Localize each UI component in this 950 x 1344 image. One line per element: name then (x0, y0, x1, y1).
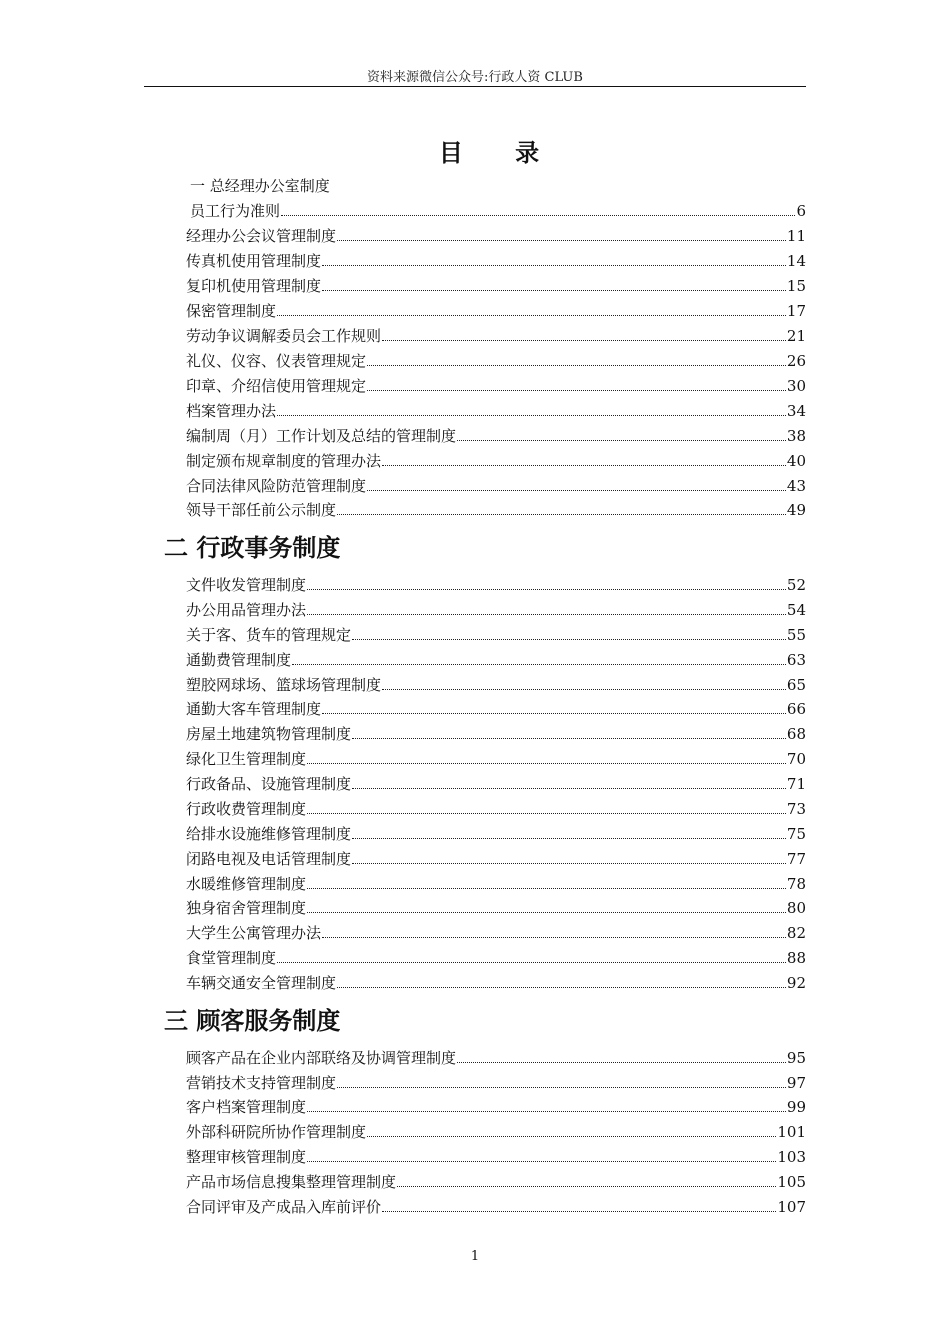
toc-entry-label: 制定颁布规章制度的管理办法 (186, 452, 382, 470)
dot-leader (397, 1186, 776, 1187)
toc-entry[interactable] (186, 699, 806, 719)
dot-leader (457, 1062, 786, 1063)
toc-entry-page: 97 (786, 1074, 806, 1092)
toc-entry-page: 82 (786, 924, 806, 942)
toc-entry-label: 合同评审及产成品入库前评价 (186, 1198, 382, 1216)
toc-entry-page: 52 (786, 576, 806, 594)
toc-entry-label: 营销技术支持管理制度 (186, 1074, 337, 1092)
dot-leader (352, 639, 786, 640)
dot-leader (352, 838, 786, 839)
toc-entry[interactable] (186, 874, 806, 894)
toc-entry-label: 办公用品管理办法 (186, 601, 307, 619)
dot-leader (382, 465, 786, 466)
toc-entry-label: 产品市场信息搜集整理管理制度 (186, 1173, 397, 1191)
toc-entry-page: 77 (786, 850, 806, 868)
dot-leader (277, 315, 786, 316)
dot-leader (382, 1211, 776, 1212)
toc-entry[interactable] (186, 575, 806, 595)
toc-entry-page: 17 (786, 302, 806, 320)
toc-entry[interactable] (186, 301, 806, 321)
toc-entry-label: 给排水设施维修管理制度 (186, 825, 352, 843)
toc-entry[interactable] (186, 923, 806, 943)
toc-entry-label: 编制周（月）工作计划及总结的管理制度 (186, 427, 457, 445)
toc-entry[interactable] (186, 824, 806, 844)
toc-entry-page: 71 (786, 775, 806, 793)
toc-entry[interactable] (186, 625, 806, 645)
toc-entry-label: 独身宿舍管理制度 (186, 899, 307, 917)
toc-entry[interactable] (186, 799, 806, 819)
toc-entry-label: 行政收费管理制度 (186, 800, 307, 818)
toc-entry-page: 95 (786, 1049, 806, 1067)
toc-entry-page: 99 (786, 1098, 806, 1116)
dot-leader (367, 390, 786, 391)
toc-entry-page: 34 (786, 402, 806, 420)
section-heading-customer-service: 三 顾客服务制度 (164, 1006, 341, 1035)
page-header: 资料来源微信公众号:行政人资 CLUB (367, 70, 583, 85)
toc-entry-label: 通勤大客车管理制度 (186, 700, 322, 718)
toc-entry[interactable] (186, 251, 806, 271)
toc-entry-label: 复印机使用管理制度 (186, 277, 322, 295)
toc-entry-label: 领导干部任前公示制度 (186, 501, 337, 519)
toc-entry-label: 绿化卫生管理制度 (186, 750, 307, 768)
toc-entry-page: 68 (786, 725, 806, 743)
dot-leader (352, 738, 786, 739)
toc-entry[interactable] (186, 1197, 806, 1217)
section-heading-admin-affairs: 二 行政事务制度 (164, 533, 341, 562)
dot-leader (337, 1087, 786, 1088)
dot-leader (277, 415, 786, 416)
toc-entry[interactable] (186, 948, 806, 968)
dot-leader (307, 813, 786, 814)
toc-title: 目 录 (438, 138, 562, 167)
dot-leader (307, 763, 786, 764)
toc-entry-page: 49 (786, 501, 806, 519)
toc-entry[interactable] (186, 774, 806, 794)
toc-entry-label: 房屋土地建筑物管理制度 (186, 725, 352, 743)
section-heading-general-office: 一 总经理办公室制度 (190, 177, 330, 195)
toc-entry[interactable] (186, 1097, 806, 1117)
dot-leader (367, 365, 786, 366)
toc-entry[interactable] (186, 749, 806, 769)
toc-entry-page: 75 (786, 825, 806, 843)
toc-entry-page: 15 (786, 277, 806, 295)
dot-leader (307, 614, 786, 615)
toc-entry-label: 档案管理办法 (186, 402, 277, 420)
toc-entry-label: 劳动争议调解委员会工作规则 (186, 327, 382, 345)
toc-entry-label: 文件收发管理制度 (186, 576, 307, 594)
header-rule (144, 86, 806, 87)
toc-entry[interactable] (186, 650, 806, 670)
toc-entry[interactable] (186, 351, 806, 371)
toc-entry-label: 行政备品、设施管理制度 (186, 775, 352, 793)
dot-leader (322, 290, 786, 291)
toc-entry[interactable] (186, 401, 806, 421)
toc-entry-page: 11 (786, 227, 806, 245)
toc-entry-page: 40 (786, 452, 806, 470)
toc-entry[interactable] (186, 376, 806, 396)
toc-entry-page: 92 (786, 974, 806, 992)
dot-leader (382, 340, 786, 341)
dot-leader (367, 1136, 776, 1137)
dot-leader (307, 1111, 786, 1112)
toc-entry-label: 水暖维修管理制度 (186, 875, 307, 893)
dot-leader (307, 912, 786, 913)
toc-entry[interactable] (186, 849, 806, 869)
toc-entry-page: 30 (786, 377, 806, 395)
dot-leader (322, 265, 786, 266)
toc-entry[interactable] (186, 426, 806, 446)
dot-leader (457, 440, 786, 441)
toc-entry-label: 塑胶网球场、篮球场管理制度 (186, 676, 382, 694)
toc-entry[interactable] (186, 973, 806, 993)
toc-entry[interactable] (186, 476, 806, 496)
dot-leader (307, 888, 786, 889)
toc-entry-label: 经理办公会议管理制度 (186, 227, 337, 245)
toc-entry-label: 客户档案管理制度 (186, 1098, 307, 1116)
dot-leader (352, 863, 786, 864)
dot-leader (337, 514, 786, 515)
toc-entry[interactable] (186, 1172, 806, 1192)
toc-entry[interactable] (186, 326, 806, 346)
page-number: 1 (470, 1249, 480, 1264)
toc-entry-page: 73 (786, 800, 806, 818)
toc-entry-page: 63 (786, 651, 806, 669)
toc-entry-page: 88 (786, 949, 806, 967)
dot-leader (337, 240, 786, 241)
toc-entry[interactable] (186, 724, 806, 744)
toc-entry[interactable] (190, 201, 806, 221)
toc-entry-page: 6 (796, 202, 806, 220)
dot-leader (277, 962, 786, 963)
toc-entry-page: 38 (786, 427, 806, 445)
toc-entry-page: 101 (777, 1123, 806, 1141)
dot-leader (382, 689, 786, 690)
dot-leader (337, 987, 786, 988)
toc-entry[interactable] (186, 276, 806, 296)
toc-entry-page: 43 (786, 477, 806, 495)
toc-entry-page: 78 (786, 875, 806, 893)
toc-entry-label: 合同法律风险防范管理制度 (186, 477, 367, 495)
toc-entry-page: 105 (777, 1173, 806, 1191)
toc-entry-label: 关于客、货车的管理规定 (186, 626, 352, 644)
toc-entry[interactable] (186, 226, 806, 246)
toc-entry[interactable] (186, 898, 806, 918)
toc-entry-label: 印章、介绍信使用管理规定 (186, 377, 367, 395)
toc-entry-label: 传真机使用管理制度 (186, 252, 322, 270)
toc-entry-page: 54 (786, 601, 806, 619)
toc-entry[interactable] (186, 451, 806, 471)
toc-entry[interactable] (186, 1147, 806, 1167)
toc-entry-page: 65 (786, 676, 806, 694)
toc-entry-page: 80 (786, 899, 806, 917)
toc-entry-page: 103 (777, 1148, 806, 1166)
toc-entry-page: 66 (786, 700, 806, 718)
dot-leader (367, 490, 786, 491)
toc-entry-label: 整理审核管理制度 (186, 1148, 307, 1166)
toc-entry[interactable] (186, 1122, 806, 1142)
toc-entry[interactable] (186, 600, 806, 620)
dot-leader (281, 215, 795, 216)
toc-entry[interactable] (186, 500, 806, 520)
toc-entry-page: 14 (786, 252, 806, 270)
toc-entry-label: 礼仪、仪容、仪表管理规定 (186, 352, 367, 370)
dot-leader (352, 788, 786, 789)
toc-entry-page: 70 (786, 750, 806, 768)
toc-entry-page: 21 (786, 327, 806, 345)
toc-entry-label: 保密管理制度 (186, 302, 277, 320)
dot-leader (322, 937, 786, 938)
dot-leader (322, 713, 786, 714)
toc-entry-label: 顾客产品在企业内部联络及协调管理制度 (186, 1049, 457, 1067)
toc-entry-label: 食堂管理制度 (186, 949, 277, 967)
dot-leader (307, 589, 786, 590)
toc-entry[interactable] (186, 1048, 806, 1068)
toc-entry-label: 外部科研院所协作管理制度 (186, 1123, 367, 1141)
toc-entry-page: 26 (786, 352, 806, 370)
toc-entry-page: 107 (777, 1198, 806, 1216)
toc-entry-label: 通勤费管理制度 (186, 651, 292, 669)
toc-entry[interactable] (186, 675, 806, 695)
toc-entry-label: 闭路电视及电话管理制度 (186, 850, 352, 868)
toc-entry-page: 55 (786, 626, 806, 644)
dot-leader (307, 1161, 776, 1162)
dot-leader (292, 664, 786, 665)
toc-entry-label: 员工行为准则 (190, 202, 281, 220)
toc-entry-label: 大学生公寓管理办法 (186, 924, 322, 942)
toc-entry[interactable] (186, 1073, 806, 1093)
toc-entry-label: 车辆交通安全管理制度 (186, 974, 337, 992)
